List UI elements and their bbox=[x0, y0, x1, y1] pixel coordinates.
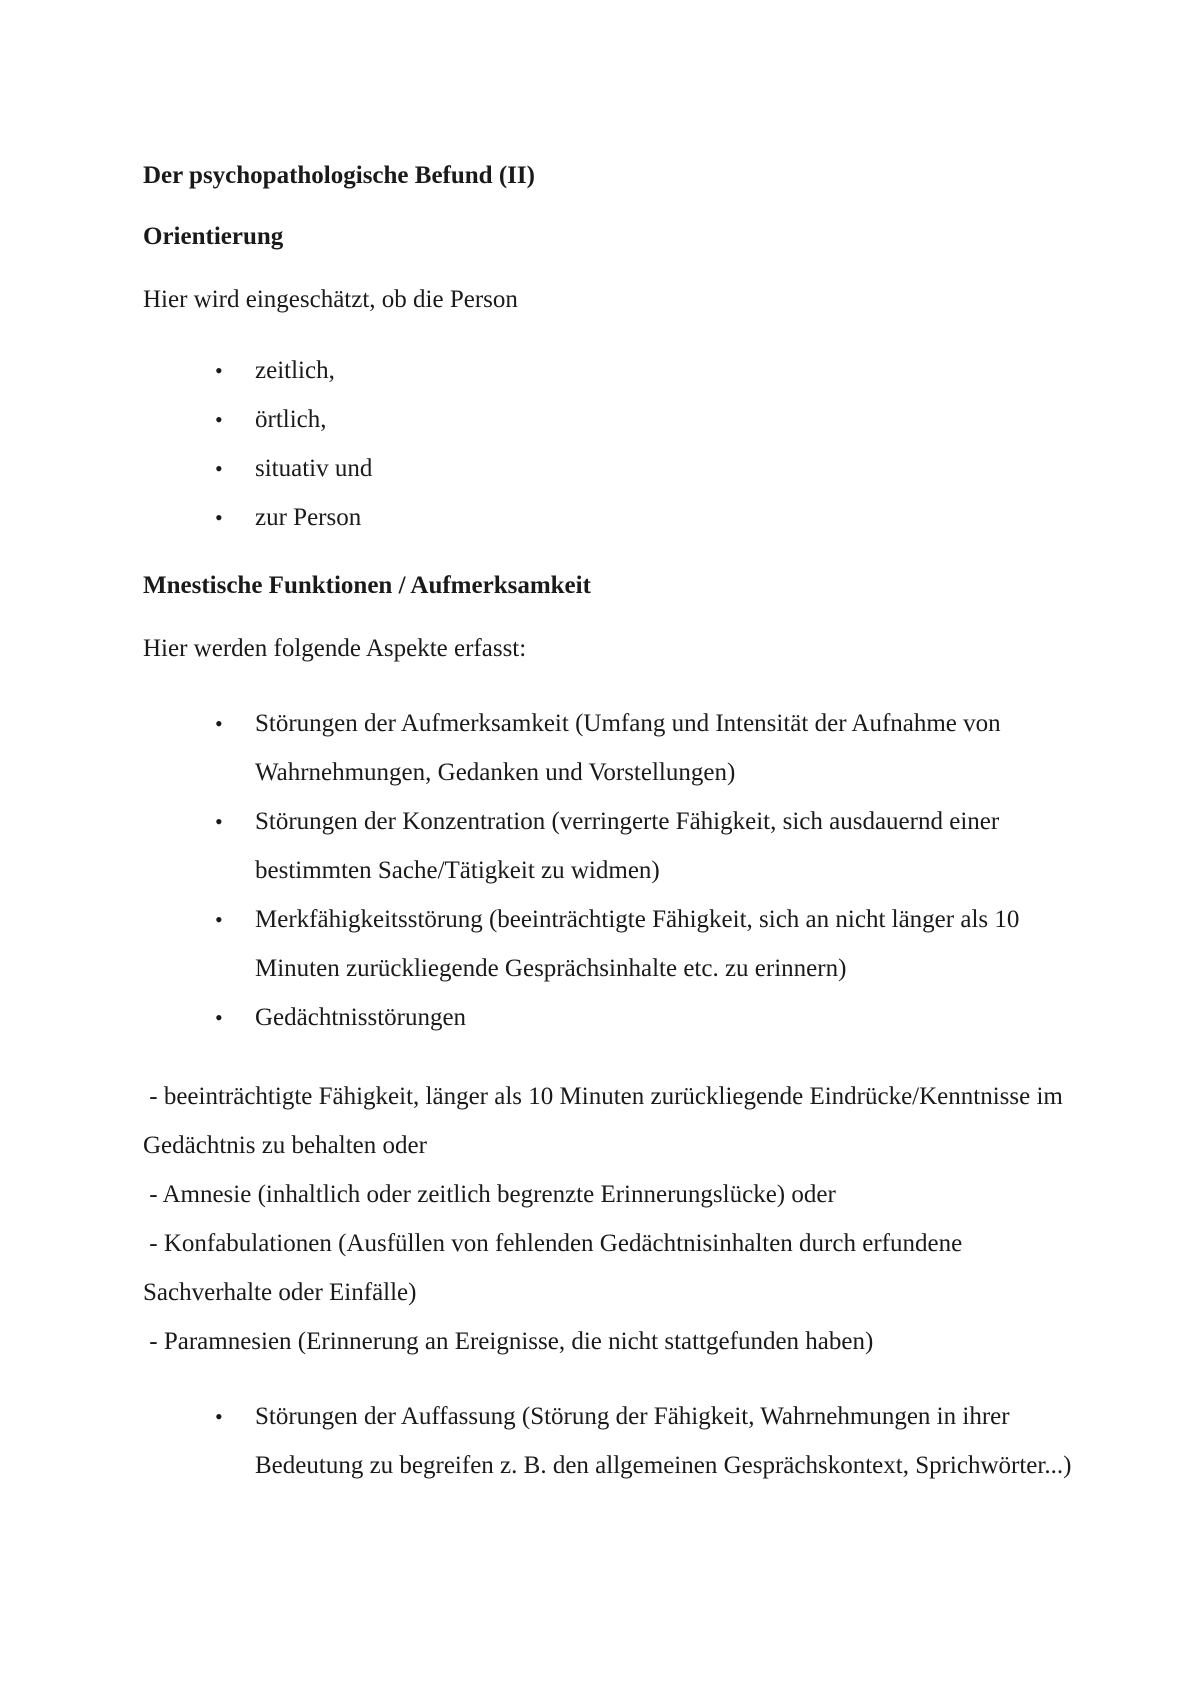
list-item bbox=[143, 1392, 1073, 1490]
bullet-icon: • bbox=[215, 456, 223, 481]
list-item bbox=[143, 395, 1073, 444]
list-item-text: Gedächtnisstörungen bbox=[255, 1004, 467, 1031]
list-item bbox=[143, 895, 1073, 993]
detail-line: - Amnesie (inhaltlich oder zeitlich begrenzte Erinnerungslücke) oder bbox=[143, 1181, 836, 1208]
bullet-icon: • bbox=[215, 407, 223, 432]
list-item-text: zeitlich, bbox=[255, 357, 335, 384]
bullet-icon: • bbox=[215, 1005, 223, 1030]
bullet-icon: • bbox=[215, 711, 223, 736]
list-item bbox=[143, 493, 1073, 542]
bullet-icon: • bbox=[215, 809, 223, 834]
orientierung-intro: Hier wird eingeschätzt, ob die Person bbox=[143, 286, 518, 313]
document-page bbox=[143, 158, 1073, 1490]
list-item-text: zur Person bbox=[255, 504, 362, 531]
list-item bbox=[143, 346, 1073, 395]
list-item-text: Merkfähigkeitsstörung (beeinträchtigte Fähigkeit, sich an nicht länger als 10 Minuten zurückliegende Gesprächsinhalte etc. zu erinnern) bbox=[255, 906, 1020, 982]
mnestisch-intro: Hier werden folgende Aspekte erfasst: bbox=[143, 635, 527, 662]
bullet-icon: • bbox=[215, 1404, 223, 1429]
document-title: Der psychopathologische Befund (II) bbox=[143, 162, 535, 189]
list-item bbox=[143, 993, 1073, 1042]
detail-line: - beeinträchtigte Fähigkeit, länger als 10 Minuten zurückliegende Eindrücke/Kenntnisse im Gedächtnis zu behalten oder bbox=[143, 1083, 1070, 1159]
list-item bbox=[143, 444, 1073, 493]
list-item-text: situativ und bbox=[255, 455, 373, 482]
list-item-text: Störungen der Auffassung (Störung der Fähigkeit, Wahrnehmungen in ihrer Bedeutung zu begreifen z. B. den allgemeinen Gesprächskontext, Sprichwörter...) bbox=[255, 1403, 1072, 1479]
list-item bbox=[143, 699, 1073, 797]
mnestisch-list bbox=[143, 699, 1073, 1042]
list-item-text: Störungen der Aufmerksamkeit (Umfang und Intensität der Aufnahme von Wahrnehmungen, Gedanken und Vorstellungen) bbox=[255, 710, 1001, 786]
section-heading-mnestisch: Mnestische Funktionen / Aufmerksamkeit bbox=[143, 572, 591, 599]
list-item-text: Störungen der Konzentration (verringerte Fähigkeit, sich ausdauernd einer bestimmten Sache/Tätigkeit zu widmen) bbox=[255, 808, 1000, 884]
detail-line: - Konfabulationen (Ausfüllen von fehlenden Gedächtnisinhalten durch erfundene Sachverhalte oder Einfälle) bbox=[143, 1230, 969, 1306]
orientierung-list bbox=[143, 346, 1073, 542]
section-heading-orientierung: Orientierung bbox=[143, 223, 284, 250]
bullet-icon: • bbox=[215, 358, 223, 383]
list-item-text: örtlich, bbox=[255, 406, 327, 433]
bullet-icon: • bbox=[215, 505, 223, 530]
detail-line: - Paramnesien (Erinnerung an Ereignisse, die nicht stattgefunden haben) bbox=[143, 1328, 874, 1355]
auffassung-list bbox=[143, 1392, 1073, 1490]
memory-disorder-details bbox=[143, 1072, 1073, 1366]
bullet-icon: • bbox=[215, 907, 223, 932]
list-item bbox=[143, 797, 1073, 895]
